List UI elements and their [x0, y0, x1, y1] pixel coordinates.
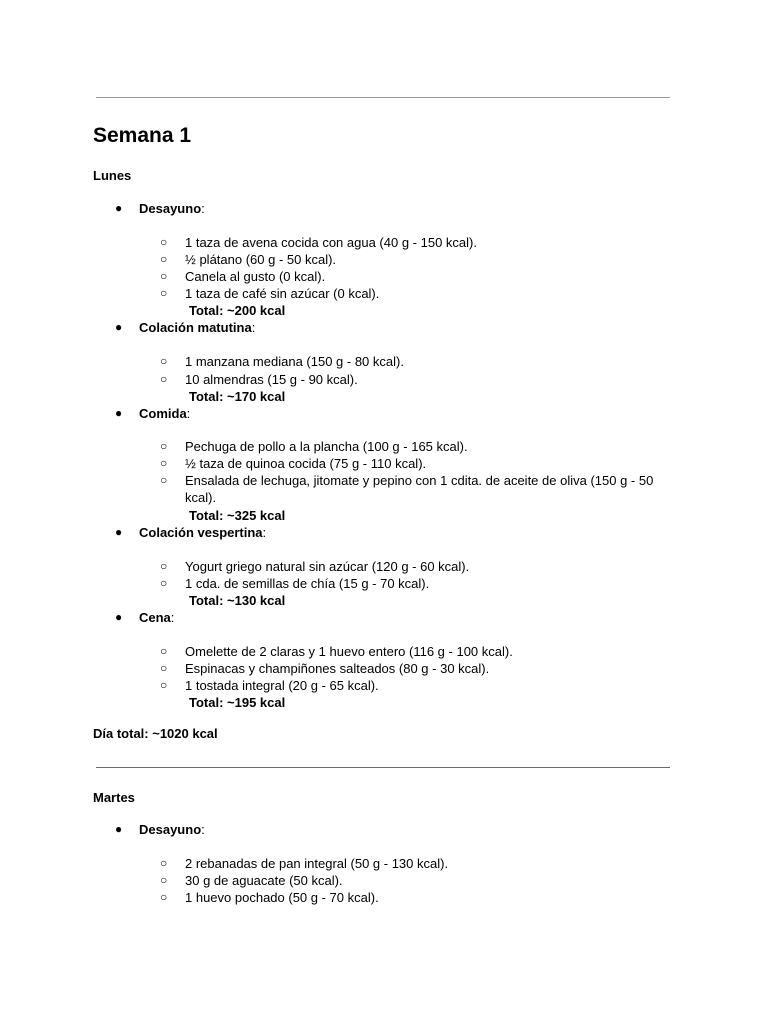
day-heading-martes: Martes	[93, 790, 135, 805]
meal-total: Total: ~325 kcal	[189, 508, 286, 523]
page-title: Semana 1	[93, 124, 192, 147]
meal-label: Cena	[139, 610, 171, 625]
circle-bullet-icon: ○	[160, 456, 168, 470]
meal-label: Colación matutina	[139, 320, 252, 335]
circle-bullet-icon: ○	[160, 856, 168, 870]
circle-bullet-icon: ○	[160, 873, 168, 887]
circle-bullet-icon: ○	[160, 269, 168, 283]
meal-total: Total: ~200 kcal	[189, 303, 286, 318]
circle-bullet-icon: ○	[160, 439, 168, 453]
circle-bullet-icon: ○	[160, 576, 168, 590]
bullet-icon: ●	[115, 822, 123, 836]
circle-bullet-icon: ○	[160, 473, 168, 487]
circle-bullet-icon: ○	[160, 661, 168, 675]
bullet-icon: ●	[115, 320, 123, 334]
meal-total: Total: ~170 kcal	[189, 389, 286, 404]
circle-bullet-icon: ○	[160, 286, 168, 300]
bullet-icon: ●	[115, 525, 123, 539]
circle-bullet-icon: ○	[160, 678, 168, 692]
circle-bullet-icon: ○	[160, 890, 168, 904]
circle-bullet-icon: ○	[160, 235, 168, 249]
circle-bullet-icon: ○	[160, 354, 168, 368]
meal-label: Colación vespertina	[139, 525, 263, 540]
meal-total: Total: ~195 kcal	[189, 695, 286, 710]
day-total: Día total: ~1020 kcal	[93, 726, 218, 741]
day-heading-lunes: Lunes	[93, 168, 132, 183]
section-divider	[96, 767, 670, 768]
meal-label: Comida	[139, 406, 187, 421]
circle-bullet-icon: ○	[160, 372, 168, 386]
meal-label: Desayuno	[139, 822, 202, 837]
bullet-icon: ●	[115, 406, 123, 420]
circle-bullet-icon: ○	[160, 644, 168, 658]
meal-total: Total: ~130 kcal	[189, 593, 286, 608]
circle-bullet-icon: ○	[160, 252, 168, 266]
circle-bullet-icon: ○	[160, 559, 168, 573]
meal-label: Desayuno	[139, 201, 202, 216]
document-page: Semana 1 Lunes ● Desayuno: ○ 1 taza de avena cocida con agua (40 g - 150 kcal). ○ ½ plátano (60 g - 50 kcal). ○ Canela al gusto (0 kcal). ○ 1 taza de café sin azúcar (0 kcal). Total: ~200 kcal ● Colación matutina: ○ 1 manzana mediana (150 g - 80 kcal). ○ 10 almendras (15 g - 90 kcal). Total: ~170 kcal ● Comida: ○ Pechuga de pollo a la plancha (100 g - 165 kcal). ○ ½ taza de quinoa cocida (75 g - 110 kcal). ○ Ensalada de lechuga, jitomate y pepino con 1 cdita. de aceite de oliva (150 g - 50 kcal). Total: ~325 kcal ● Colación vespertina: ○ Yogurt griego natural sin azúcar (120 g - 60 kcal). ○ 1 cda. de semillas de chía (15 g - 70 kcal). Total: ~130 kcal ● Cena: ○ Omelette de 2 claras y 1 huevo entero (116 g - 100 kcal). ○ Espinacas y champiñones salteados (80 g - 30 kcal). ○ 1 tostada integral (20 g - 65 kcal). Total: ~195 kcal Día total: ~1020 kcal Martes ● Desayuno: ○ 2 rebanadas de pan integral (50 g - 130 kcal). ○ 30 g de aguacate (50 kcal). ○ 1 huevo pochado (50 g - 70 kcal).	[0, 0, 768, 1024]
bullet-icon: ●	[115, 201, 123, 215]
bullet-icon: ●	[115, 610, 123, 624]
top-divider	[96, 97, 670, 98]
